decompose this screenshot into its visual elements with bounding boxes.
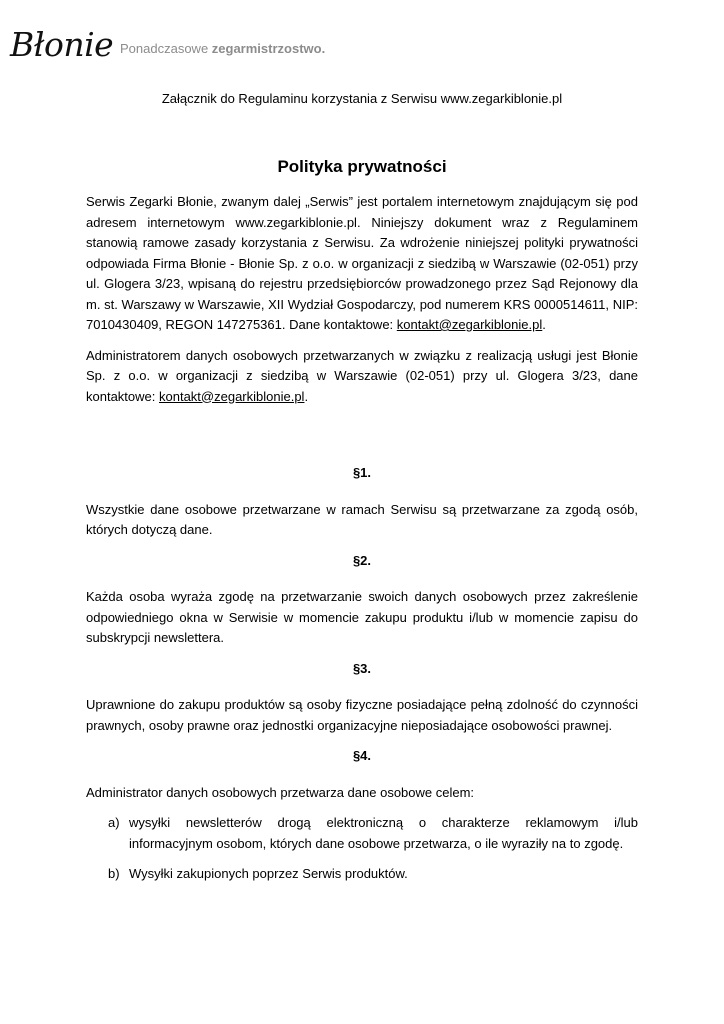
section-1-text: Wszystkie dane osobowe przetwarzane w ramach Serwisu są przetwarzane za zgodą osób, których dotyczą dane. (86, 501, 638, 537)
tagline-bold: zegarmistrzostwo. (211, 41, 326, 56)
intro-paragraph-1: Serwis Zegarki Błonie, zwanym dalej „Serwis” jest portalem internetowym znajdującym się pod adresem internetowym www.zegarkiblonie.pl. Niniejszy dokument wraz z Regulaminem stanowią ramowe zasady korzystania z Serwisu. Za wdrożenie niniejszej polityki prywatności odpowiada Firma Błonie - Błonie Sp. z o.o. w organizacji z siedzibą w Warszawie (02-051) przy ul. Glogera 3/23, wpisaną do rejestru przedsiębiorców prowadzonego przez Sąd Rejonowy dla m. st. Warszawy w Warszawie, XII Wydział Gospodarczy, pod numerem KRS 0000514611, NIP: 7010430409, REGON 147275361. Dane kontaktowe: kontakt@zegarkiblonie.pl. (86, 194, 638, 332)
annex-line: Załącznik do Regulaminu korzystania z Serwisu www.zegarkiblonie.pl (161, 91, 563, 106)
section-3-heading: §3. (352, 660, 372, 676)
list-marker: a) (108, 815, 120, 830)
tagline-regular: Ponadczasowe (120, 41, 212, 56)
list-item-text: Wysyłki zakupionych poprzez Serwis produktów. (129, 866, 408, 881)
intro-p1-text: Serwis Zegarki Błonie, zwanym dalej „Serwis” jest portalem internetowym znajdującym się pod adresem internetowym www.zegarkiblonie.pl. Niniejszy dokument wraz z Regulaminem stanowią ramowe zasady korzystania z Serwisu. Za wdrożenie niniejszej polityki prywatności odpowiada Firma Błonie - Błonie Sp. z o.o. w organizacji z siedzibą w Warszawie (02-051) przy ul. Glogera 3/23, wpisaną do rejestru przedsiębiorców prowadzonego przez Sąd Rejonowy dla m. st. Warszawy w Warszawie, XII Wydział Gospodarczy, pod numerem KRS 0000514611, NIP: 7010430409, REGON 147275361. Dane kontaktowe: (86, 194, 638, 332)
brand-logo: Błonie (10, 25, 114, 64)
intro-p2-text: Administratorem danych osobowych przetwarzanych w związku z realizacją usługi jest Błonie Sp. z o.o. w organizacji z siedzibą w Warszawie (02-051) przy ul. Glogera 3/23, dane kontaktowe: (86, 347, 638, 404)
section-1-heading: §1. (352, 465, 372, 480)
section-4-text: Administrator danych osobowych przetwarza dane osobowe celem: (86, 784, 475, 800)
list-item (86, 813, 638, 854)
section-3-text: Uprawnione do zakupu produktów są osoby fizyczne posiadające pełną zdolność do czynności prawnych, osoby prawne oraz jednostki organizacyjne nieposiadające osobowości prawnej. (86, 697, 638, 733)
page-title: Polityka prywatności (277, 157, 447, 176)
contact-email-link[interactable]: kontakt@zegarkiblonie.pl (396, 317, 543, 332)
intro-paragraph-2: Administratorem danych osobowych przetwarzanych w związku z realizacją usługi jest Błonie Sp. z o.o. w organizacji z siedzibą w Warszawie (02-051) przy ul. Glogera 3/23, dane kontaktowe: kontakt@zegarkiblonie.pl. (86, 347, 638, 404)
section-2-heading: §2. (352, 552, 372, 568)
header (10, 26, 410, 66)
section-4-heading: §4. (352, 748, 372, 763)
list-item (86, 864, 638, 885)
tagline (120, 40, 325, 58)
list-marker: b) (108, 866, 120, 881)
admin-email-link[interactable]: kontakt@zegarkiblonie.pl (159, 388, 305, 404)
list-item-text: wysyłki newsletterów drogą elektroniczną o charakterze reklamowym i/lub informacyjnym osobom, których dane osobowe przetwarza, o ile wyraziły na to zgodę. (129, 815, 638, 851)
section-2-text: Każda osoba wyraża zgodę na przetwarzanie swoich danych osobowych przez zakreślenie odpowiedniego okna w Serwisie w momencie zakupu produktu i/lub w momencie zapisu do subskrypcji newslettera. (86, 589, 638, 645)
document-body (86, 192, 638, 895)
